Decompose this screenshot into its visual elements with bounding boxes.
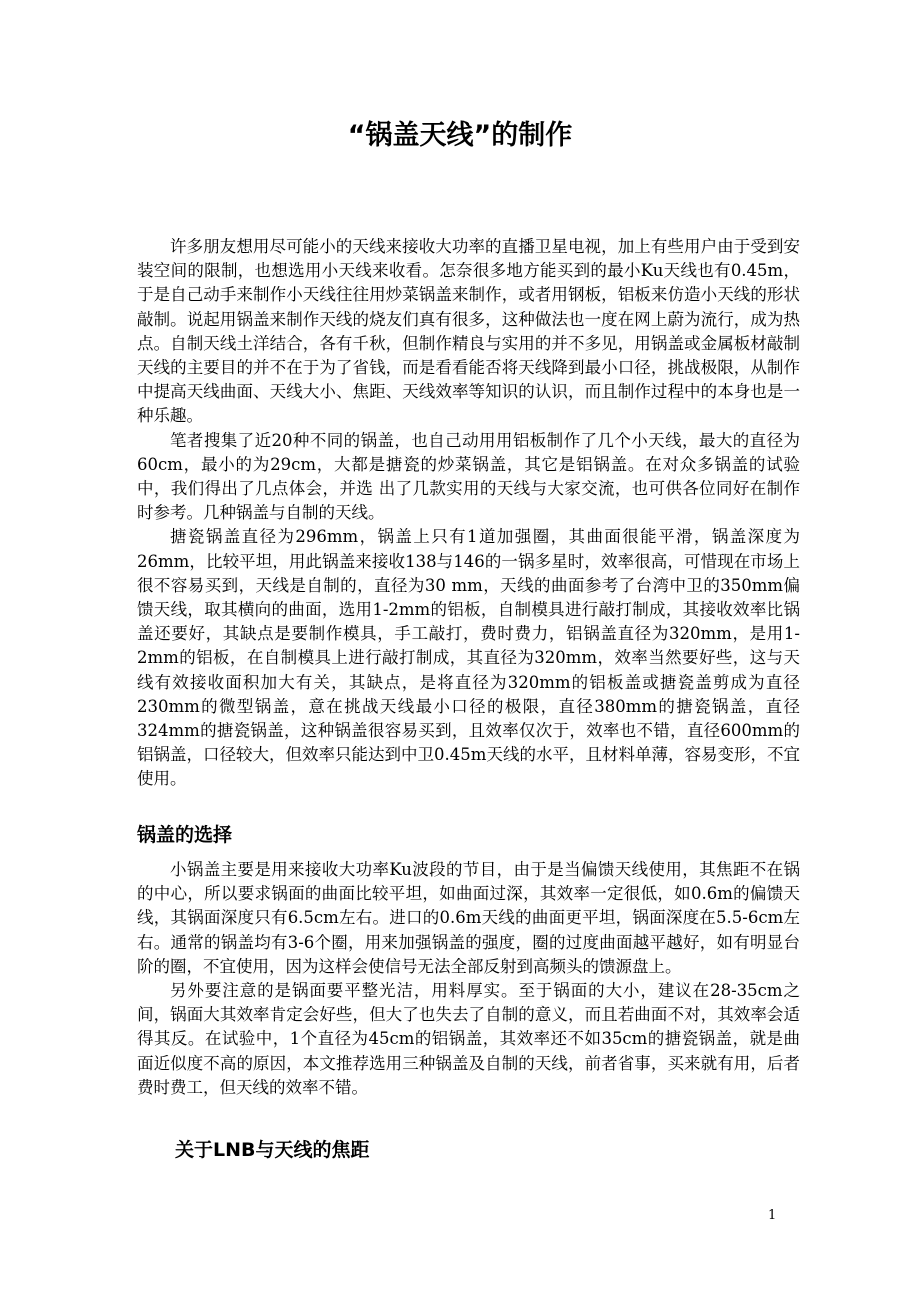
intro-paragraph-3: 搪瓷锅盖直径为296mm，锅盖上只有1道加强圈，其曲面很能平滑，锅盖深度为26mm，比较平坦，用此锅盖来接收138与146的一锅多星时，效率很高，可惜现在市场上很不容易买到，天线是自制的，直径为30 mm，天线的曲面参考了台湾中卫的350mm偏馈天线，取其横向的曲面，选用1-2mm的铝板，自制模具进行敲打制成，其接收效率比锅盖还要好，其缺点是要制作模具，手工敲打，费时费力，铝锅盖直径为320mm，是用1-2mm的铝板，在自制模具上进行敲打制成，其直径为320mm，效率当然要好些，这与天线有效接收面积加大有关，其缺点，是将直径为320mm的铝板盖或搪瓷盖剪成为直径230mm的微型锅盖，意在挑战天线最小口径的极限，直径380mm的搪瓷锅盖，直径324mm的搪瓷锅盖，这种锅盖很容易买到，且效率仅次于，效率也不错，直径600mm的铝锅盖，口径较大，但效率只能达到中卫0.45m天线的水平，且材料单薄，容易变形，不宜使用。 (137, 527, 800, 789)
intro-section (137, 235, 800, 792)
intro-paragraph-1: 许多朋友想用尽可能小的天线来接收大功率的直播卫星电视，加上有些用户由于受到安装空间的限制，也想选用小天线来收看。怎奈很多地方能买到的最小Ku天线也有0.45m，于是自己动手来制作小天线往往用炒菜锅盖来制作，或者用钢板，铝板来仿造小天线的形状敲制。说起用锅盖来制作天线的烧友们真有很多，这种做法也一度在网上蔚为流行，成为热点。自制天线土洋结合，各有千秋，但制作精良与实用的并不多见，用锅盖或金属板材敲制天线的主要目的并不在于为了省钱，而是看看能否将天线降到最小口径，挑战极限，从制作中提高天线曲面、天线大小、焦距、天线效率等知识的认识，而且制作过程中的本身也是一种乐趣。 (137, 237, 800, 426)
pot-lid-selection-section (137, 858, 800, 1100)
selection-paragraph-1: 小锅盖主要是用来接收大功率Ku波段的节目，由于是当偏馈天线使用，其焦距不在锅的中心，所以要求锅面的曲面比较平坦，如曲面过深，其效率一定很低，如0.6m的偏馈天线，其锅面深度只有6.5cm左右。进口的0.6m天线的曲面更平坦，锅面深度在5.5-6cm左右。通常的锅盖均有3-6个圈，用来加强锅盖的强度，圈的过度曲面越平越好，如有明显台阶的圈，不宜使用，因为这样会使信号无法全部反射到高频头的馈源盘上。 (137, 860, 800, 976)
page-number: 1 (768, 1208, 777, 1223)
intro-paragraph-2: 笔者搜集了近20种不同的锅盖，也自己动用用铝板制作了几个小天线，最大的直径为60cm，最小的为29cm，大都是搪瓷的炒菜锅盖，其它是铝锅盖。在对众多锅盖的试验中，我们得出了几点体会，并选 出了几款实用的天线与大家交流，也可供各位同好在制作时参考。几种锅盖与自制的天线。 (137, 430, 800, 523)
document-title: “锅盖天线”的制作 (347, 120, 573, 151)
selection-paragraph-2: 另外要注意的是锅面要平整光洁，用料厚实。至于锅面的大小，建议在28-35cm之间，锅面大其效率肯定会好些，但大了也失去了自制的意义，而且若曲面不对，其效率会适得其反。在试验中，1个直径为45cm的铝锅盖，其效率还不如35cm的搪瓷锅盖，就是曲面近似度不高的原因，本文推荐选用三种锅盖及自制的天线，前者省事，买来就有用，后者费时费工，但天线的效率不错。 (137, 981, 800, 1097)
section-heading-lnb-focal-length: 关于LNB与天线的焦距 (175, 1139, 370, 1161)
section-heading-pot-lid-selection: 锅盖的选择 (137, 824, 233, 846)
